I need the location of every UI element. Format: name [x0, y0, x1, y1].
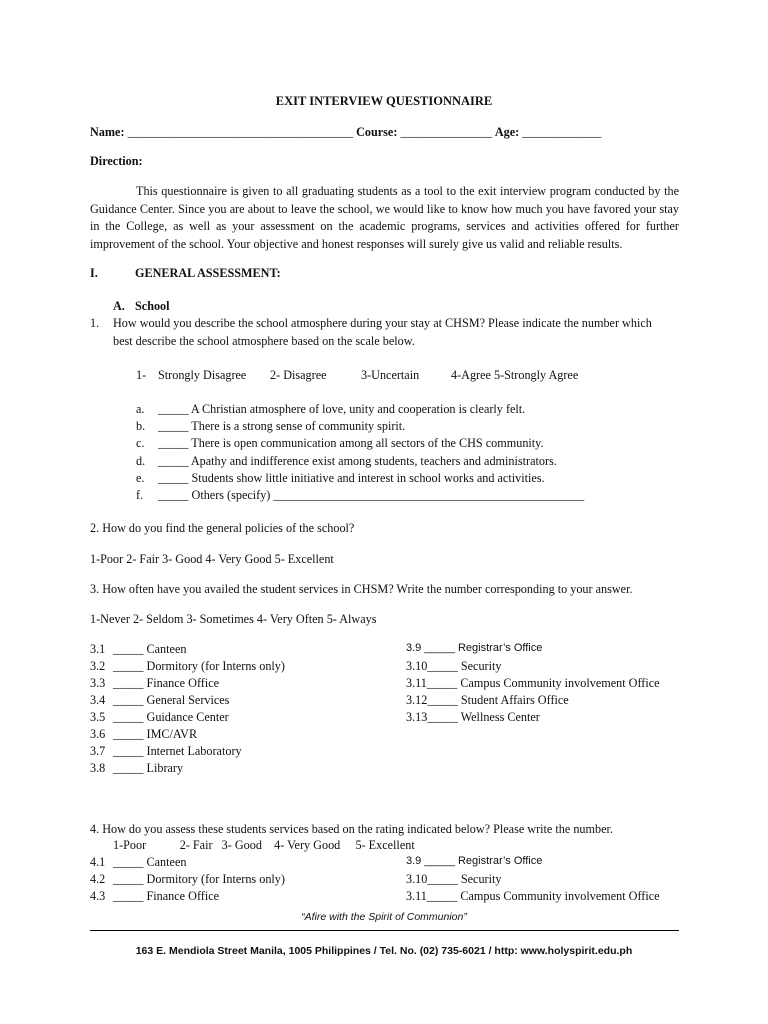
q1-item-letter: a.: [136, 402, 145, 416]
document-title: EXIT INTERVIEW QUESTIONNAIRE: [275, 94, 493, 108]
course-field[interactable]: _______________: [400, 125, 492, 139]
q4-item-number: 4.1: [90, 855, 106, 869]
q1-scale-disagree: 2- Disagree: [270, 368, 327, 382]
course-label: Course:: [356, 125, 398, 139]
section-title: GENERAL ASSESSMENT:: [135, 266, 281, 280]
q1-scale-1: 1-: [136, 368, 147, 382]
q1-line2: best describe the school atmosphere based on the scale below.: [113, 334, 415, 348]
footer-address: 163 E. Mendiola Street Manila, 1005 Philippines / Tel. No. (02) 735-6021 / http: www.holyspirit.edu.ph: [135, 945, 633, 957]
name-field[interactable]: _____________________________________: [127, 125, 354, 139]
q2-scale: 1-Poor 2- Fair 3- Good 4- Very Good 5- Excellent: [90, 552, 334, 566]
q1-item-letter: e.: [136, 471, 145, 485]
q3-item[interactable]: _____ General Services: [113, 693, 230, 707]
q1-item[interactable]: _____ Others (specify) ___________________________________________________: [158, 488, 585, 502]
q1-scale-strongly-disagree: Strongly Disagree: [158, 368, 247, 382]
q3-question: 3. How often have you availed the student services in CHSM? Write the number corresponding to your answer.: [90, 582, 633, 596]
q1-item[interactable]: _____ There is a strong sense of community spirit.: [158, 419, 406, 433]
section-numeral: I.: [90, 266, 98, 280]
footer-motto: “Afire with the Spirit of Communion”: [301, 911, 467, 923]
footer-divider: [90, 930, 679, 931]
q3-item-number: 3.1: [90, 642, 106, 656]
q1-item-letter: f.: [136, 488, 144, 502]
q3-item-number: 3.3: [90, 676, 106, 690]
q3-item-number: 3.6: [90, 727, 106, 741]
q3-item[interactable]: _____ Canteen: [113, 642, 187, 656]
q4-question: 4. How do you assess these students services based on the rating indicated below? Please write the number.: [90, 822, 613, 836]
q4-item-right[interactable]: 3.11_____ Campus Community involvement Office: [406, 889, 660, 903]
q3-item-number: 3.2: [90, 659, 106, 673]
q3-item-right[interactable]: 3.10_____ Security: [406, 659, 502, 673]
q3-item-right[interactable]: 3.13_____ Wellness Center: [406, 710, 540, 724]
q1-item-letter: d.: [136, 454, 146, 468]
direction-paragraph: [90, 183, 679, 253]
q4-item-right[interactable]: 3.10_____ Security: [406, 872, 502, 886]
q1-scale-agree: 4-Agree 5-Strongly Agree: [451, 368, 579, 382]
q2-question: 2. How do you find the general policies of the school?: [90, 521, 355, 535]
name-label: Name:: [90, 125, 125, 139]
q3-item-number: 3.7: [90, 744, 106, 758]
subsection-title: School: [135, 299, 170, 313]
q3-item[interactable]: _____ IMC/AVR: [113, 727, 198, 741]
q3-item-right[interactable]: 3.12_____ Student Affairs Office: [406, 693, 569, 707]
q1-item[interactable]: _____ Students show little initiative and interest in school works and activities.: [158, 471, 545, 485]
q3-item-number: 3.4: [90, 693, 106, 707]
q1-item[interactable]: _____ There is open communication among all sectors of the CHS community.: [158, 436, 544, 450]
q4-scale: 1-Poor 2- Fair 3- Good 4- Very Good 5- Excellent: [113, 838, 415, 852]
q3-item[interactable]: _____ Internet Laboratory: [113, 744, 242, 758]
age-label: Age:: [494, 125, 520, 139]
subsection-label: A.: [113, 299, 125, 313]
q1-line1: How would you describe the school atmosphere during your stay at CHSM? Please indicate the number which: [113, 316, 652, 330]
q4-item[interactable]: _____ Dormitory (for Interns only): [113, 872, 285, 886]
q3-item[interactable]: _____ Library: [113, 761, 184, 775]
q3-item-right[interactable]: 3.11_____ Campus Community involvement Office: [406, 676, 660, 690]
q3-item-number: 3.5: [90, 710, 106, 724]
direction-text: This questionnaire is given to all graduating students as a tool to the exit interview program conducted by the Guidance Center. Since you are about to leave the school, we would like to know how much you have favored your stay in the College, as well as your assessment on the academic programs, services and activities offered for further improvement of the school. Your objective and honest responses will surely give us valid and reliable results.: [90, 184, 679, 251]
q4-item[interactable]: _____ Canteen: [113, 855, 187, 869]
direction-label: Direction:: [90, 154, 143, 168]
q1-item[interactable]: _____ Apathy and indifference exist among students, teachers and administrators.: [158, 454, 557, 468]
q3-item-right[interactable]: 3.9 _____ Registrar’s Office: [406, 642, 543, 654]
q4-item-right[interactable]: 3.9 _____ Registrar’s Office: [406, 855, 543, 867]
q3-item-number: 3.8: [90, 761, 106, 775]
q1-item-letter: b.: [136, 419, 146, 433]
q1-number: 1.: [90, 316, 100, 330]
q4-item[interactable]: _____ Finance Office: [113, 889, 220, 903]
q3-scale: 1-Never 2- Seldom 3- Sometimes 4- Very Often 5- Always: [90, 612, 377, 626]
q3-item[interactable]: _____ Finance Office: [113, 676, 220, 690]
age-field[interactable]: _____________: [522, 125, 602, 139]
q1-item-letter: c.: [136, 436, 145, 450]
info-line: [90, 125, 602, 140]
q1-scale-uncertain: 3-Uncertain: [361, 368, 420, 382]
q1-item[interactable]: _____ A Christian atmosphere of love, unity and cooperation is clearly felt.: [158, 402, 526, 416]
q3-item[interactable]: _____ Guidance Center: [113, 710, 229, 724]
q4-item-number: 4.3: [90, 889, 106, 903]
q3-item[interactable]: _____ Dormitory (for Interns only): [113, 659, 285, 673]
q4-item-number: 4.2: [90, 872, 106, 886]
